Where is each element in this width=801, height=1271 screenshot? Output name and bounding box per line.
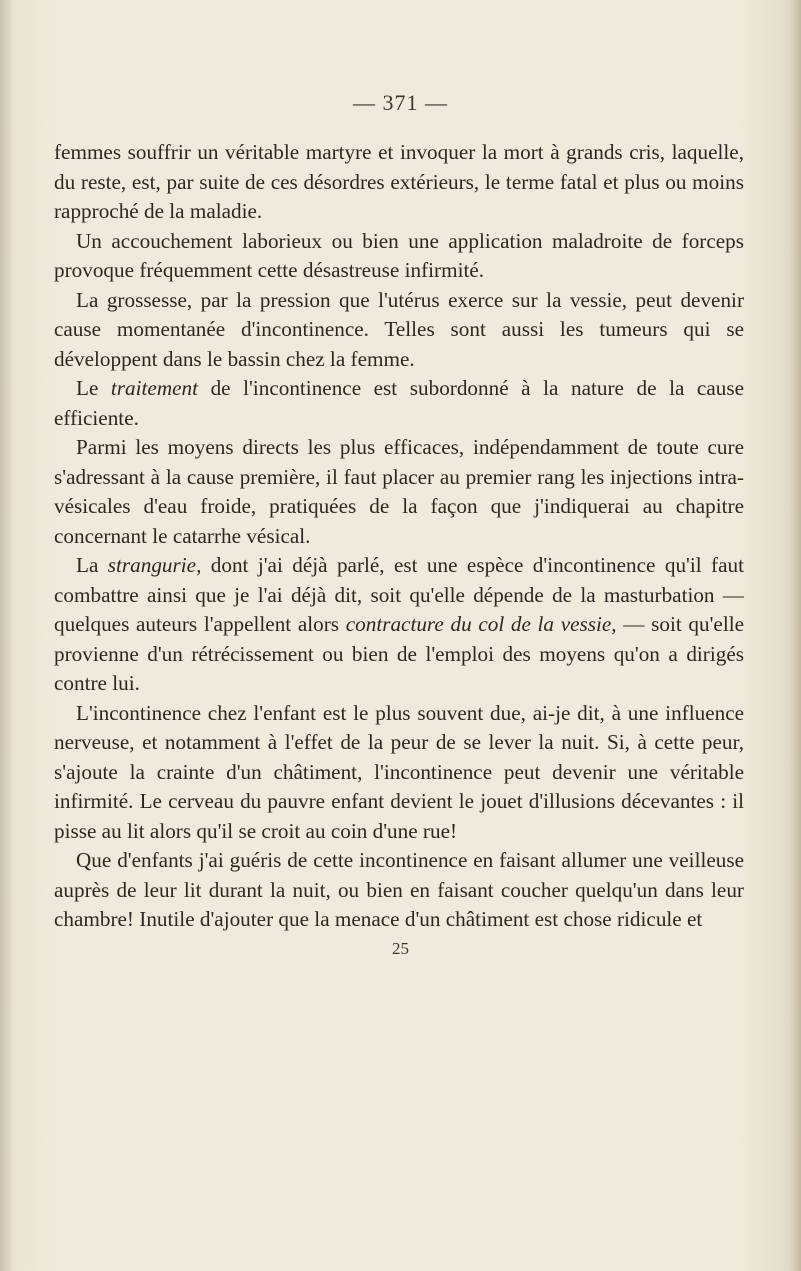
paragraph-text: L'incontinence chez l'enfant est le plus souvent due, ai-je dit, à une influence nerveuse, et notamment à l'effet de la peur de se lever la nuit. Si, à cette peur, s'ajoute la crainte d'un châtiment, l'incontinence peut devenir une véritable infirmité. Le cerveau du pauvre enfant devient le jouet d'illusions décevantes : il pisse au lit alors qu'il se croit au coin d'une rue! xyxy=(54,700,744,843)
paragraph-text: Un accouchement laborieux ou bien une application maladroite de forceps provoque fréquemment cette désastreuse infirmité. xyxy=(54,228,744,282)
paragraph xyxy=(54,286,744,375)
italic-term: contracture du col de la vessie xyxy=(345,612,612,636)
paragraph-text: La grossesse, par la pression que l'utérus exerce sur la vessie, peut devenir cause momentanée d'incontinence. Telles sont aussi les tumeurs qui se développent dans le bassin chez la femme. xyxy=(54,287,744,371)
paragraph-text: , dont j'ai déjà parlé, est une espèce d'incontinence qu'il faut combattre ainsi que je l'ai déjà dit, soit qu'elle dépende de la masturbation — quelques auteurs l'appellent alors xyxy=(54,553,744,636)
page-number: — 371 — xyxy=(353,90,448,115)
paragraph-text: Que d'enfants j'ai guéris de cette incontinence en faisant allumer une veilleuse auprès de leur lit durant la nuit, ou bien en faisant coucher quelqu'un dans leur chambre! Inutile d'ajouter que la menace d'un châtiment est chose ridicule et xyxy=(54,848,744,931)
paragraph-text: La xyxy=(76,553,108,577)
paragraph xyxy=(54,374,744,433)
paragraph-text: Le xyxy=(76,376,111,400)
paragraph-text: de l'incontinence est subordonné à la nature de la cause efficiente. xyxy=(54,376,744,430)
paragraph-text: Parmi les moyens directs les plus efficaces, indépendamment de toute cure s'adressant à la cause première, il faut placer au premier rang les injections intra-vésicales d'eau froide, pratiquées de la façon que j'indiquerai au chapitre concernant le catarrhe vésical. xyxy=(54,435,744,548)
paragraph xyxy=(54,433,744,551)
paragraph-text: femmes souffrir un véritable martyre et invoquer la mort à grands cris, laquelle, du reste, est, par suite de ces désordres extérieurs, le terme fatal et plus ou moins rapproché de la maladie. xyxy=(54,140,744,223)
page-gutter-shadow xyxy=(0,0,14,1271)
signature-mark: 25 xyxy=(392,939,409,958)
italic-term: traitement xyxy=(110,376,199,400)
italic-term: strangurie xyxy=(107,553,197,577)
body-text xyxy=(54,138,744,935)
paragraph xyxy=(54,227,744,286)
paragraph xyxy=(54,846,744,935)
paragraph xyxy=(54,699,744,847)
page-edge-shadow xyxy=(789,0,801,1271)
paragraph xyxy=(54,138,744,227)
paragraph xyxy=(54,551,744,699)
paragraph-text: , — soit qu'elle provienne d'un rétrécissement ou bien de l'emploi des moyens qu'on a dirigés contre lui. xyxy=(54,612,744,695)
